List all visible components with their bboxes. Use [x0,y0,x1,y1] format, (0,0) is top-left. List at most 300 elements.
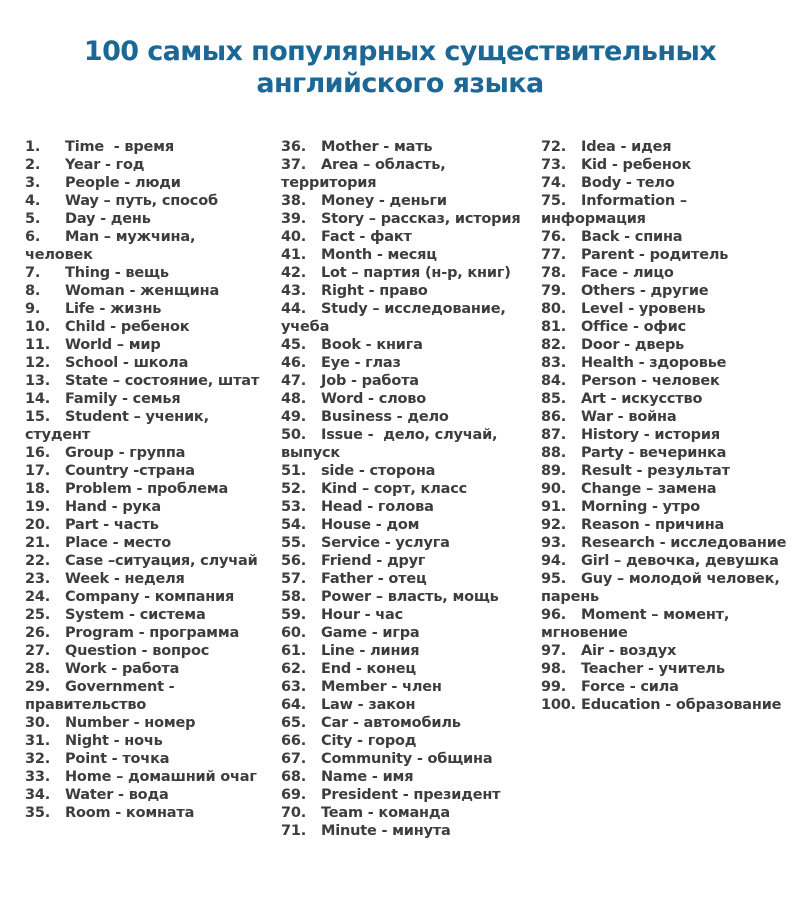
english-word: Health [581,355,634,371]
word-list-item [25,570,280,588]
item-number: 90. [541,481,567,497]
item-entry [581,390,800,408]
item-number: 93. [541,535,567,551]
english-word: side [321,463,355,479]
word-list-item [541,516,800,534]
separator: - [603,643,620,659]
russian-translation: другие [650,283,709,299]
item-number: 57. [281,571,307,587]
item-number: 19. [25,499,51,515]
item-number: 14. [25,391,51,407]
word-list-item [541,264,800,282]
item-number: 23. [25,571,51,587]
english-word: Company [65,589,140,605]
item-number: 34. [25,787,51,803]
separator: - [128,715,145,731]
separator: – [103,553,115,569]
item-number: 59. [281,607,307,623]
item-number: 9. [25,301,41,317]
english-word: Number [65,715,129,731]
translation-continuation: студент [25,427,91,443]
russian-translation: утро [662,499,701,515]
item-entry [581,498,800,516]
russian-translation: область, [374,157,446,173]
item-entry [321,804,541,822]
word-list-item [541,156,800,174]
item-number: 46. [281,355,307,371]
item-number: 54. [281,517,307,533]
english-word: Program [65,625,134,641]
item-number: 50. [281,427,307,443]
word-list-item [541,444,800,462]
separator: - [623,445,640,461]
word-list-item [541,372,800,390]
word-list-item [541,138,800,156]
english-word: People [65,175,120,191]
separator: - [372,571,389,587]
item-number: 12. [25,355,51,371]
word-list-item [541,408,800,426]
word-list-item [281,300,541,336]
item-entry [321,786,541,804]
item-number: 78. [541,265,567,281]
item-number: 24. [25,589,51,605]
separator: – [128,409,146,425]
english-word: Name [321,769,368,785]
russian-translation: член [402,679,442,695]
russian-translation: номер [144,715,196,731]
separator: - [363,283,380,299]
item-number: 56. [281,553,307,569]
russian-translation: время [124,139,174,155]
item-number: 22. [25,553,51,569]
russian-translation: человек [651,373,720,389]
item-number: 62. [281,661,307,677]
item-number: 73. [541,157,567,173]
item-entry [65,552,280,570]
english-word: Group [65,445,114,461]
english-word: Case [65,553,104,569]
item-entry [321,552,541,570]
item-number: 47. [281,373,307,389]
item-entry [65,444,280,462]
english-word: Moment [581,607,647,623]
item-entry [65,768,280,786]
word-list-item [541,318,800,336]
item-number: 25. [25,607,51,623]
word-list-item [281,228,541,246]
translation-continuation: человек [25,247,93,263]
english-word: Service [321,535,380,551]
word-list-item [281,624,541,642]
item-number: 28. [25,661,51,677]
russian-translation: дело, случай, [383,427,498,443]
russian-translation: дом [386,517,420,533]
russian-translation: спина [634,229,683,245]
separator: - [359,607,376,623]
page-title [0,36,800,100]
item-number: 95. [541,571,567,587]
english-word: School [65,355,119,371]
english-word: Father [321,571,373,587]
translation-continuation: учеба [281,319,330,335]
english-word: Way [65,193,99,209]
word-list-item [281,534,541,552]
russian-translation: вопрос [152,643,210,659]
english-word: Water [65,787,114,803]
word-list-item [25,372,280,390]
item-entry [321,264,541,282]
english-word: Hour [321,607,360,623]
english-word: Reason [581,517,640,533]
separator: – [370,589,388,605]
russian-translation: уровень [638,301,706,317]
word-list-item [25,354,280,372]
item-number: 7. [25,265,41,281]
russian-translation: община [427,751,493,767]
separator: – [346,265,364,281]
item-number: 81. [541,319,567,335]
russian-translation: комната [125,805,195,821]
word-list-item [25,552,280,570]
word-list-item [541,192,800,228]
item-entry [321,372,541,390]
item-entry [581,336,800,354]
english-word: Friend [321,553,372,569]
item-entry [321,606,541,624]
item-number: 11. [25,337,51,353]
separator: - [638,427,655,443]
translation-continuation: выпуск [281,445,340,461]
separator: - [607,157,623,173]
russian-translation: вечеринка [639,445,727,461]
separator: - [109,265,126,281]
separator: - [654,535,671,551]
item-entry [65,192,280,210]
word-list-item [541,552,800,570]
english-word: Community [321,751,413,767]
word-list-item [281,156,541,192]
word-list-item [281,570,541,588]
english-word: Money [321,193,374,209]
russian-translation: конец [366,661,416,677]
russian-translation: ночь [124,733,163,749]
russian-translation: партия (н-р, книг) [363,265,511,281]
item-number: 30. [25,715,51,731]
russian-translation: путь, способ [115,193,218,209]
english-word: Word [321,391,364,407]
word-list-column-2 [281,138,541,840]
english-word: Month [321,247,372,263]
english-word: Power [321,589,371,605]
item-number: 84. [541,373,567,389]
item-entry [65,660,280,678]
english-word: Work [65,661,107,677]
english-word: Place [65,535,108,551]
english-word: Air [581,643,604,659]
item-number: 91. [541,499,567,515]
word-list-item [281,264,541,282]
item-entry [581,462,800,480]
item-entry [581,444,800,462]
english-word: Force [581,679,625,695]
english-word: Change [581,481,642,497]
english-word: Head [321,499,363,515]
separator: - [371,553,387,569]
separator: - [621,175,637,191]
word-list-item [25,228,280,264]
word-list-item [25,588,280,606]
item-entry [581,552,800,570]
item-number: 96. [541,607,567,623]
word-list-column-3 [541,138,800,714]
english-word: Question [65,643,137,659]
word-list-item [541,336,800,354]
item-number: 66. [281,733,307,749]
russian-translation: лицо [633,265,674,281]
russian-translation: ребенок [622,157,692,173]
word-list-item [25,606,280,624]
separator: - [660,697,676,713]
russian-translation: час [375,607,404,623]
item-entry [581,318,800,336]
item-entry [65,804,280,822]
russian-translation: искусство [621,391,703,407]
word-list-item [25,642,280,660]
separator: – [98,193,116,209]
word-list-item [281,408,541,426]
item-entry [65,570,280,588]
item-entry [65,480,280,498]
russian-translation: замена [657,481,717,497]
english-word: House [321,517,371,533]
item-entry [321,408,541,426]
item-entry [65,750,280,768]
russian-translation: неделя [124,571,185,587]
separator: - [124,607,140,623]
english-word: Student [65,409,129,425]
separator: – [675,193,687,209]
item-entry [581,534,800,552]
separator: – [646,607,664,623]
separator: - [347,715,364,731]
item-entry [581,516,800,534]
word-list-item [25,300,280,318]
item-entry [321,642,541,660]
russian-translation: война [628,409,677,425]
separator: – [367,301,385,317]
russian-translation: голова [377,499,434,515]
english-word: Mother [321,139,379,155]
separator: - [106,751,123,767]
word-list-item [25,480,280,498]
russian-translation: власть, мощь [387,589,499,605]
separator: – [609,553,626,569]
word-list-item [25,390,280,408]
item-number: 65. [281,715,307,731]
english-word: Year [65,157,101,173]
russian-translation: семья [132,391,181,407]
item-entry [581,426,800,444]
word-list-item [541,642,800,660]
item-entry [65,372,280,390]
russian-translation: автомобиль [363,715,461,731]
russian-translation: здоровье [649,355,727,371]
word-list-item [541,300,800,318]
item-entry [321,714,541,732]
english-word: Family [65,391,118,407]
russian-translation: день [110,211,151,227]
russian-translation: люди [134,175,181,191]
word-list-item [25,156,280,174]
english-word: Teacher [581,661,644,677]
word-list-item [25,768,280,786]
word-list-item [25,192,280,210]
russian-translation: молодой человек, [628,571,780,587]
russian-translation: услуга [395,535,450,551]
english-word: Art [581,391,606,407]
english-word: Issue [321,427,363,443]
item-number: 100. [541,697,576,713]
item-number: 10. [25,319,51,335]
word-list-item [541,354,800,372]
item-number: 42. [281,265,307,281]
english-word: Woman [65,283,125,299]
separator: - [113,787,129,803]
item-number: 3. [25,175,41,191]
russian-translation: страна [139,463,195,479]
word-list-item [281,480,541,498]
english-word: Back [581,229,620,245]
item-number: 44. [281,301,307,317]
english-word: Girl [581,553,610,569]
separator: - [351,661,367,677]
separator: - [391,409,408,425]
english-word: Team [321,805,363,821]
separator: - [163,679,175,695]
word-list-item [25,516,280,534]
separator: - [363,391,379,407]
item-number: 63. [281,679,307,695]
item-number: 37. [281,157,307,173]
russian-translation: право [379,283,428,299]
separator: – [111,769,128,785]
english-word: Door [581,337,620,353]
separator: - [108,733,125,749]
english-word: State [65,373,108,389]
item-number: 58. [281,589,307,605]
separator: - [386,679,403,695]
item-entry [65,624,280,642]
separator: - [371,247,388,263]
english-word: History [581,427,639,443]
separator: - [118,355,134,371]
english-word: Part [65,517,99,533]
separator: – [612,571,629,587]
english-word: Office [581,319,629,335]
russian-translation: книга [376,337,423,353]
russian-translation: результат [647,463,730,479]
english-word: Body [581,175,622,191]
word-list-item [281,462,541,480]
separator: - [354,643,371,659]
russian-translation: рассказ, история [380,211,521,227]
item-entry [321,696,541,714]
item-number: 98. [541,661,567,677]
english-word: Parent [581,247,635,263]
item-entry [321,336,541,354]
russian-translation: ученик, [145,409,209,425]
russian-translation: мир [128,337,161,353]
separator: - [362,427,384,443]
english-word: War [581,409,613,425]
item-number: 55. [281,535,307,551]
word-list-item [281,192,541,210]
word-list-item [281,804,541,822]
item-number: 75. [541,193,567,209]
item-entry [321,660,541,678]
word-list-item [281,588,541,606]
english-word: Line [321,643,355,659]
item-entry [321,822,541,840]
item-entry [321,192,541,210]
item-entry [25,228,280,264]
english-word: Room [65,805,111,821]
russian-translation: линия [370,643,420,659]
russian-translation: месяц [387,247,437,263]
russian-translation: слово [378,391,427,407]
separator: - [619,229,635,245]
item-number: 69. [281,787,307,803]
english-word: Car [321,715,348,731]
item-entry [65,318,280,336]
item-number: 97. [541,643,567,659]
item-entry [321,354,541,372]
separator: - [94,301,111,317]
item-entry [65,336,280,354]
word-list-item [25,804,280,822]
word-list-item [25,660,280,678]
item-number: 72. [541,139,567,155]
item-entry [65,210,280,228]
separator: - [119,175,135,191]
separator: - [110,805,126,821]
word-list-column-1 [25,138,280,822]
item-entry [581,642,800,660]
russian-translation: город [367,733,417,749]
item-entry [581,282,800,300]
separator: - [362,805,379,821]
english-word: Eye [321,355,350,371]
separator: - [104,139,125,155]
item-entry [581,156,800,174]
russian-translation: компания [154,589,235,605]
item-entry [581,174,800,192]
word-list-item [25,210,280,228]
english-word: Party [581,445,624,461]
english-word: Face [581,265,618,281]
english-word: Member [321,679,387,695]
english-word: Study [321,301,368,317]
russian-translation: причина [655,517,725,533]
word-list-item [25,336,280,354]
english-word: Job [321,373,347,389]
item-entry [65,714,280,732]
russian-translation: программа [149,625,240,641]
item-entry [65,732,280,750]
russian-translation: группа [129,445,186,461]
russian-translation: президент [413,787,501,803]
